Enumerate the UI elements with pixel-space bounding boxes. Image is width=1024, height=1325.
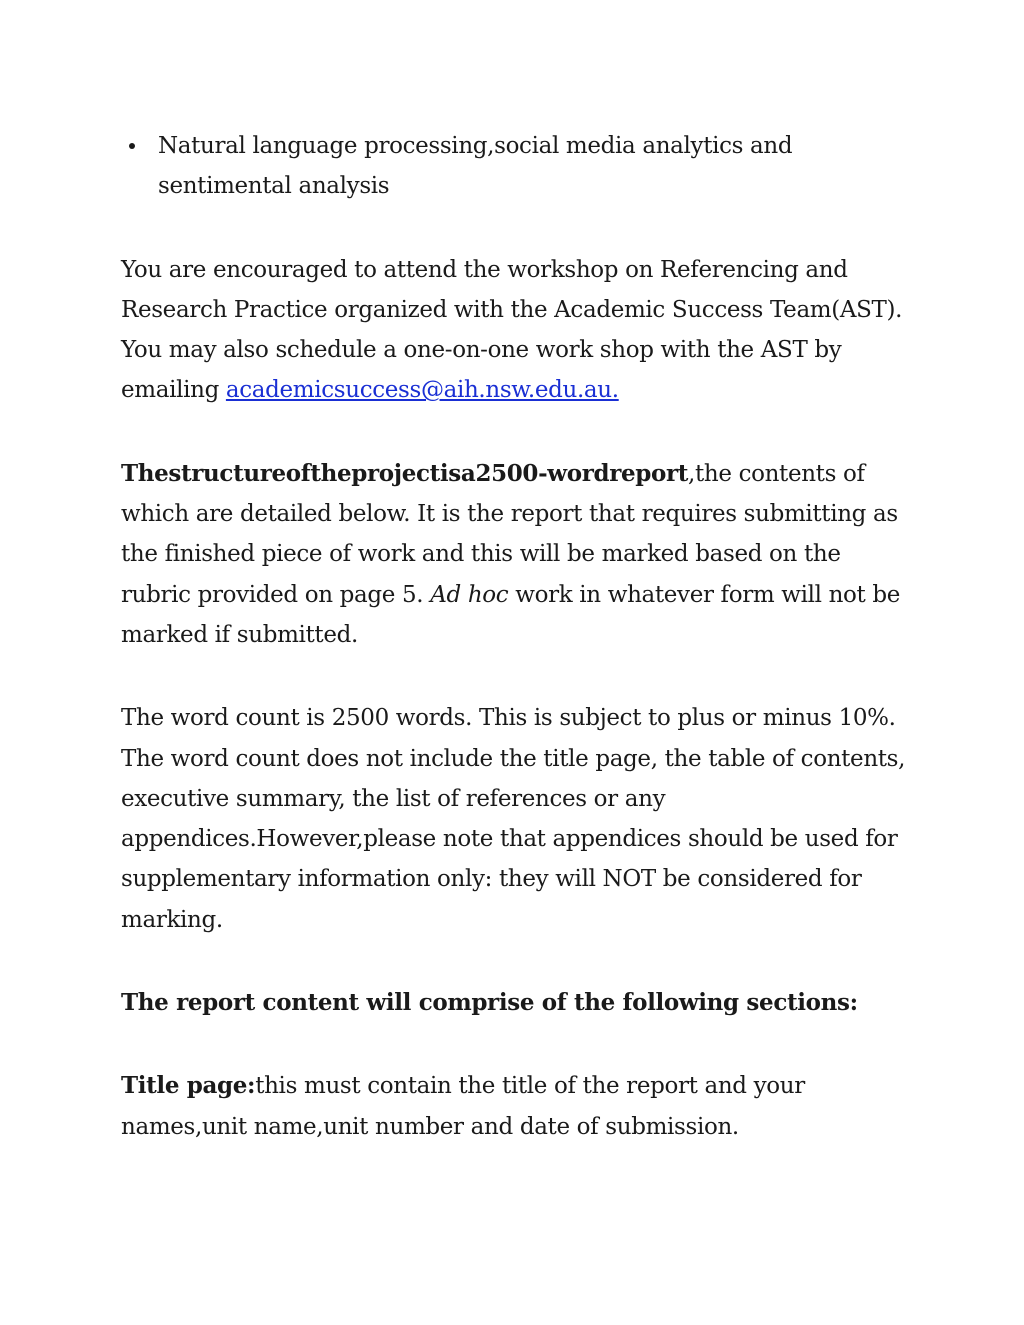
spacer [121,1023,911,1066]
bullet-text: Natural language processing,social media analytics and sentimental analysis [158,133,793,200]
structure-bold-text: Thestructureoftheprojectisa2500-wordreport [121,459,689,487]
ad-hoc-italic-text: Ad hoc [430,581,509,608]
bullet-icon [129,143,135,149]
sections-heading: The report content will comprise of the following sections: [121,989,858,1017]
spacer [121,655,911,698]
word-count-paragraph: The word count is 2500 words. This is subject to plus or minus 10%. The word count does not include the title page, the table of contents, executive summary, the list of references or any appendices.However,please note that appendices should be used for supplementary information only: they will NOT be considered for marking. [121,705,906,933]
spacer [121,207,911,250]
title-page-paragraph [121,1066,911,1147]
structure-text-end: work in whatever form will not be marked if submitted. [121,581,901,648]
title-page-text: this must contain the title of the report and your names,unit name,unit number and date of submission. [121,1073,805,1140]
bullet-list [121,126,911,207]
structure-paragraph [121,454,911,655]
structure-text: ,the contents of which are detailed below. It is the report that requires submitting as the finished piece of work and this will be marked based on the rubric provided on page 5. [121,460,898,608]
title-page-label: Title page: [121,1072,256,1100]
document-body [121,126,911,1147]
spacer [121,411,911,454]
spacer [121,940,911,983]
list-item [121,126,911,207]
email-link[interactable]: academicsuccess@aih.nsw.edu.au. [225,377,619,404]
workshop-paragraph [121,250,911,411]
workshop-text: You are encouraged to attend the workshop on Referencing and Research Practice organized with the Academic Success Team(AST). You may also schedule a one-on-one work shop with the AST by emailing [121,256,903,404]
